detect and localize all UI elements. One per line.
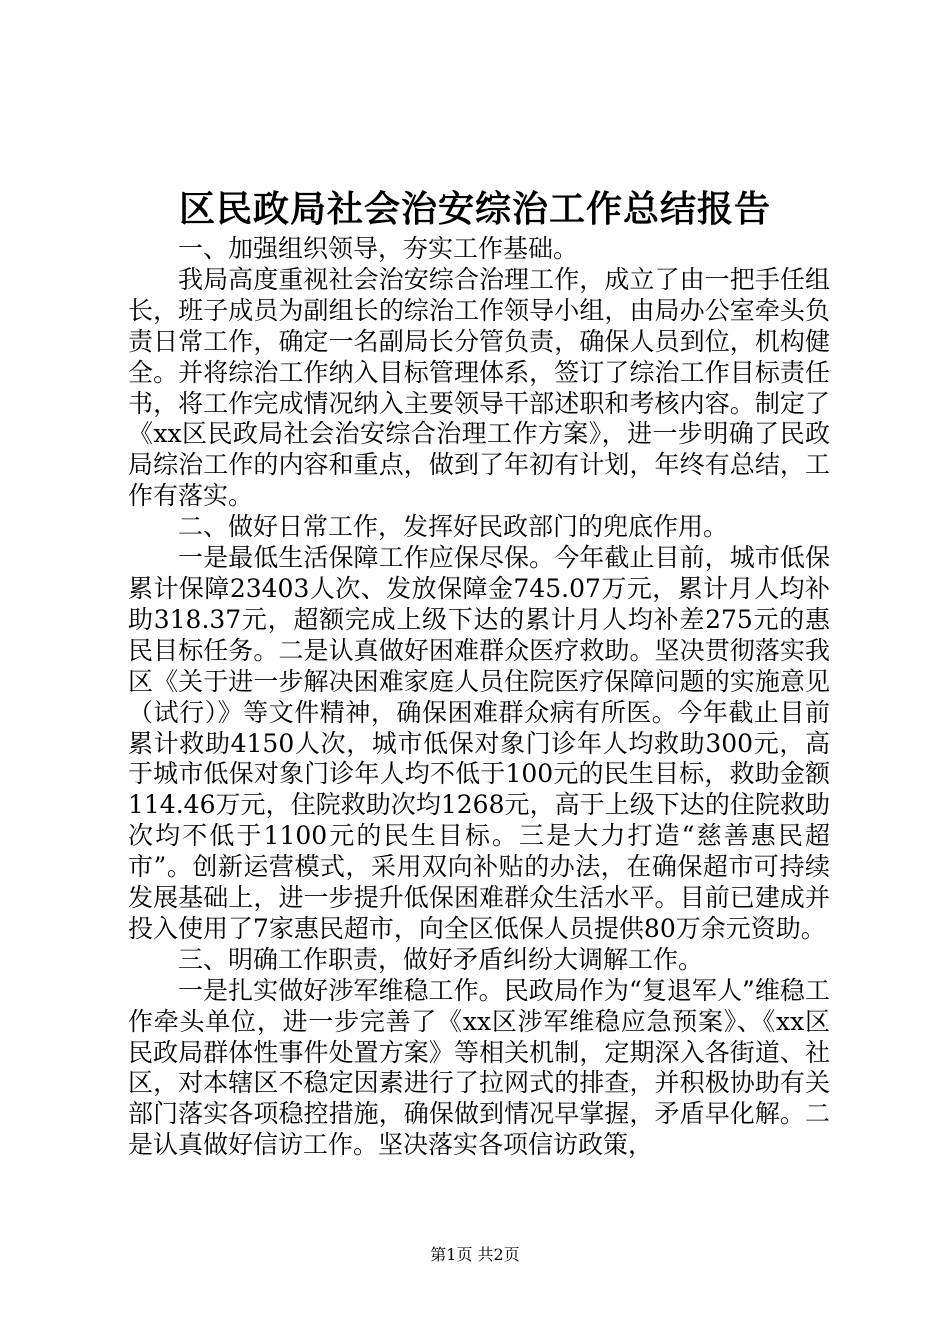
paragraph-dispute-mediation: 一是扎实做好涉军维稳工作。民政局作为“复退军人”维稳工作牵头单位，进一步完善了《xx区涉军维稳应急预案》、《xx区民政局群体性事件处置方案》等相关机制，定期深入各街道、社区，对本辖区不稳定因素进行了拉网式的排查，并积极协助有关部门落实各项稳控措施，确保做到情况早掌握，矛盾早化解。二是认真做好信访工作。坚决落实各项信访政策， <box>128 975 830 1160</box>
paragraph-daily-work: 一是最低生活保障工作应保尽保。今年截止目前，城市低保累计保障23403人次、发放保障金745.07万元，累计月人均补助318.37元，超额完成上级下达的累计月人均补差275元的惠民目标任务。二是认真做好困难群众医疗救助。坚决贯彻落实我区《关于进一步解决困难家庭人员住院医疗保障问题的实施意见（试行）》等文件精神，确保困难群众病有所医。今年截止目前累计救助4150人次，城市低保对象门诊年人均救助300元，高于城市低保对象门诊年人均不低于100元的民生目标，救助金额114.46万元，住院救助次均1268元，高于上级下达的住院救助次均不低于1100元的民生目标。三是大力打造“慈善惠民超市”。创新运营模式，采用双向补贴的办法，在确保超市可持续发展基础上，进一步提升低保困难群众生活水平。目前已建成并投入使用了7家惠民超市，向全区低保人员提供80万余元资助。 <box>128 543 830 943</box>
section-heading-1: 一、加强组织领导，夯实工作基础。 <box>178 234 579 263</box>
section-heading-2: 二、做好日常工作，发挥好民政部门的兜底作用。 <box>178 512 729 542</box>
document-body <box>128 234 830 1161</box>
document-title: 区民政局社会治安综治工作总结报告 <box>178 188 771 230</box>
page-number-footer: 第1页 共2页 <box>430 1245 520 1264</box>
paragraph-organization: 我局高度重视社会治安综合治理工作，成立了由一把手任组长，班子成员为副组长的综治工作领导小组，由局办公室牵头负责日常工作，确定一名副局长分管负责，确保人员到位，机构健全。并将综治工作纳入目标管理体系，签订了综治工作目标责任书，将工作完成情况纳入主要领导干部述职和考核内容。制定了《xx区民政局社会治安综合治理工作方案》，进一步明确了民政局综治工作的内容和重点，做到了年初有计划，年终有总结，工作有落实。 <box>128 264 830 511</box>
section-heading-3: 三、明确工作职责，做好矛盾纠纷大调解工作。 <box>178 944 704 974</box>
